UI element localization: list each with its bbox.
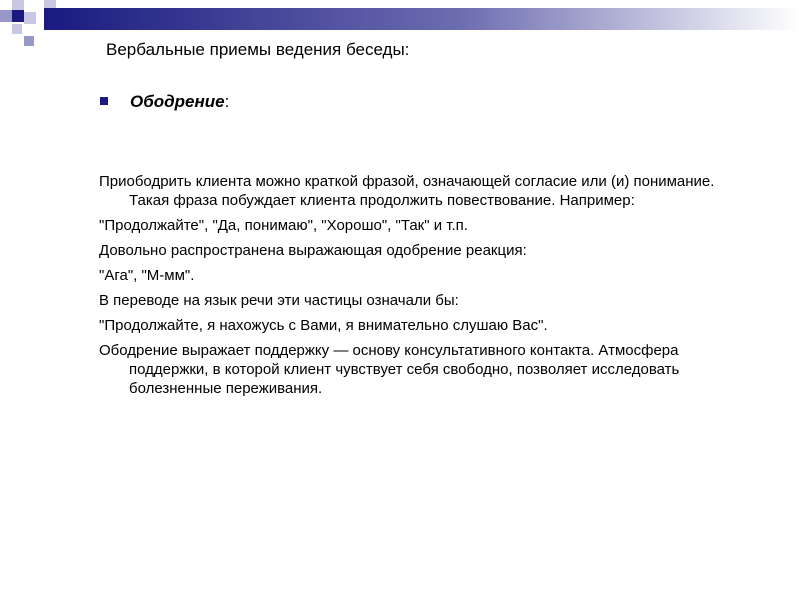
deco-square — [0, 10, 12, 22]
body-text — [99, 172, 739, 404]
bullet-suffix: : — [224, 92, 230, 111]
square-bullet-icon — [100, 97, 108, 105]
slide-title: Вербальные приемы ведения беседы: — [106, 40, 410, 59]
bullet-text — [130, 92, 229, 112]
deco-square — [24, 36, 34, 46]
bullet-term: Ободрение — [130, 92, 225, 111]
deco-square — [24, 12, 36, 24]
deco-square — [44, 0, 56, 8]
paragraph: "Продолжайте", "Да, понимаю", "Хорошо", "Так" и т.п. — [99, 217, 468, 234]
deco-square — [12, 0, 24, 10]
paragraph: "Ага", "М-мм". — [99, 267, 195, 284]
deco-square — [12, 24, 22, 34]
paragraph: Приободрить клиента можно краткой фразой, означающей согласие или (и) понимание. Такая фраза побуждает клиента продолжить повествование. Например: — [99, 173, 715, 209]
paragraph: Ободрение выражает поддержку — основу консультативного контакта. Атмосфера поддержки, в которой клиент чувствует себя свободно, позволяет исследовать болезненные переживания. — [99, 342, 680, 397]
paragraph: В переводе на язык речи эти частицы означали бы: — [99, 292, 459, 309]
header-gradient-bar — [44, 8, 800, 30]
paragraph: Довольно распространена выражающая одобрение реакция: — [99, 242, 527, 259]
deco-square — [12, 10, 24, 22]
paragraph: "Продолжайте, я нахожусь с Вами, я внимательно слушаю Вас". — [99, 317, 548, 334]
